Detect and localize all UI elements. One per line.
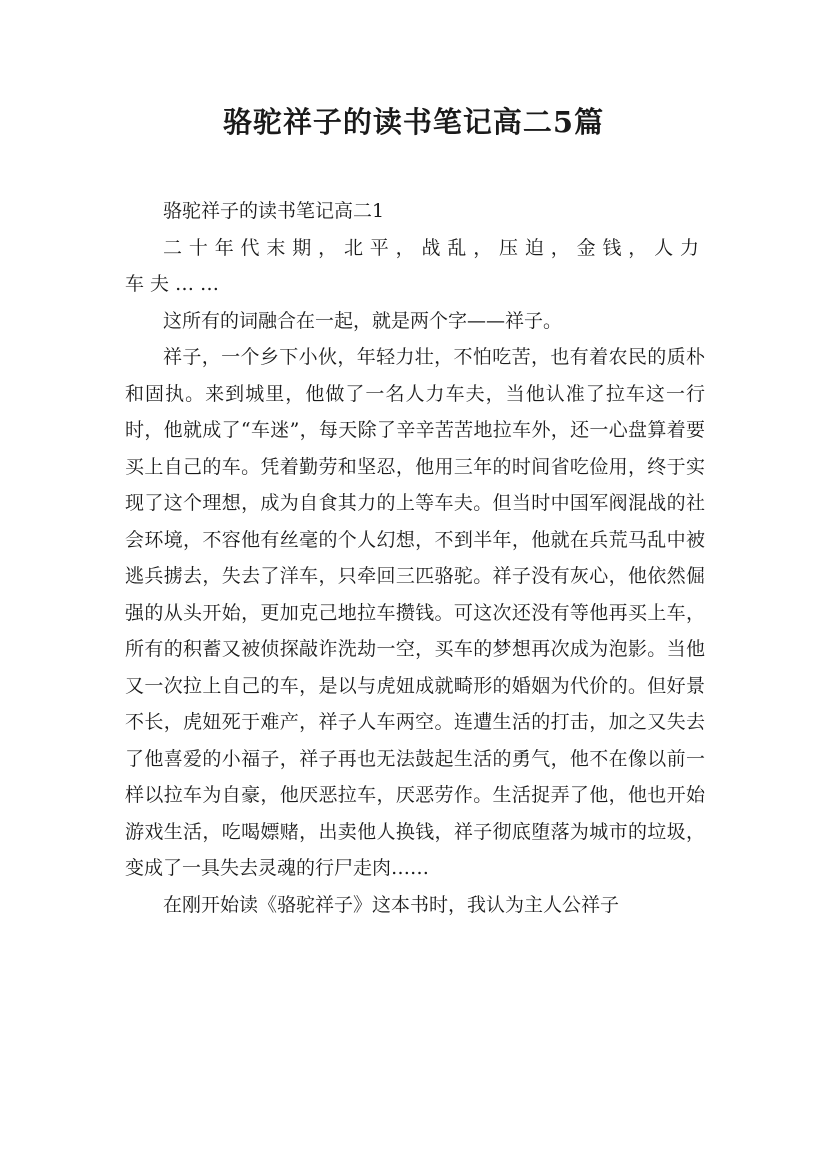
document-body: [125, 193, 705, 923]
document-title: 骆驼祥子的读书笔记高二5篇: [222, 105, 605, 139]
section-heading: 骆驼祥子的读书笔记高二1: [163, 200, 385, 222]
paragraph: 祥子，一个乡下小伙，年轻力壮，不怕吃苦，也有着农民的质朴和固执。来到城里，他做了一名人力车夫，当他认准了拉车这一行时，他就成了“车迷”，每天除了辛辛苦苦地拉车外，还一心盘算着要买上自己的车。凭着勤劳和坚忍，他用三年的时间省吃俭用，终于实现了这个理想，成为自食其力的上等车夫。但当时中国军阀混战的社会环境，不容他有丝毫的个人幻想，不到半年，他就在兵荒马乱中被逃兵掳去，失去了洋车，只牵回三匹骆驼。祥子没有灰心，他依然倔强的从头开始，更加克己地拉车攒钱。可这次还没有等他再买上车，所有的积蓄又被侦探敲诈洗劫一空，买车的梦想再次成为泡影。当他又一次拉上自己的车，是以与虎妞成就畸形的婚姻为代价的。但好景不长，虎妞死于难产，祥子人车两空。连遭生活的打击，加之又失去了他喜爱的小福子，祥子再也无法鼓起生活的勇气，他不在像以前一样以拉车为自豪，他厌恶拉车，厌恶劳作。生活捉弄了他，他也开始游戏生活，吃喝嫖赌，出卖他人换钱，祥子彻底堕落为城市的垃圾，变成了一具失去灵魂的行尸走肉……: [125, 346, 705, 879]
paragraph: 这所有的词融合在一起，就是两个字——祥子。: [163, 309, 563, 332]
paragraph: 二十年代末期，北平，战乱，压迫，金钱，人力车夫……: [125, 236, 705, 295]
paragraph: 在刚开始读《骆驼祥子》这本书时，我认为主人公祥子: [163, 893, 620, 916]
